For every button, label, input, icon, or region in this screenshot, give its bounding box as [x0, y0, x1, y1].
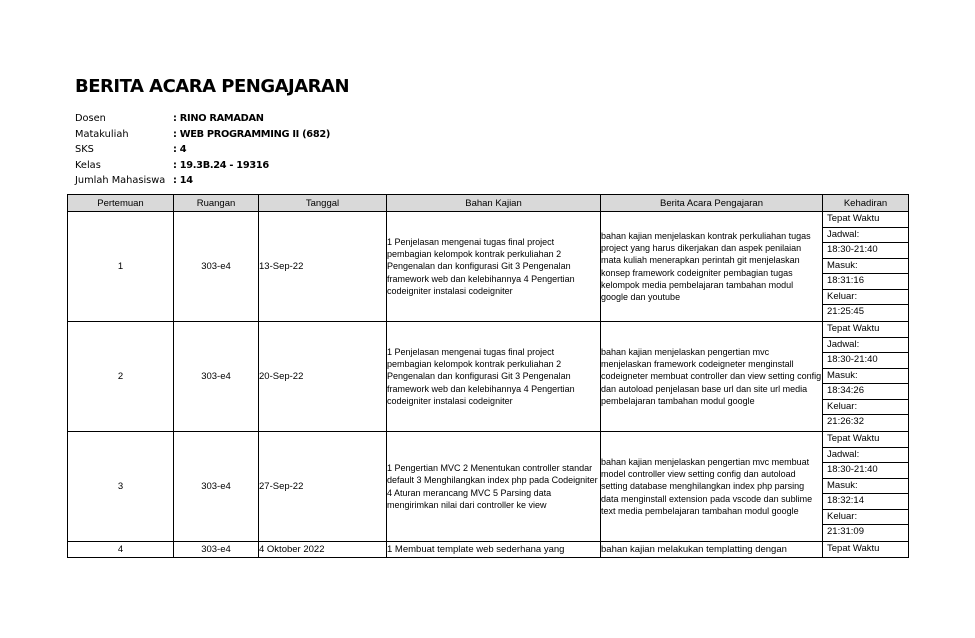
header-pertemuan: Pertemuan [68, 195, 174, 212]
header-berita-acara: Berita Acara Pengajaran [601, 195, 823, 212]
table-row [68, 432, 909, 542]
attendance-value: 18:32:14 [823, 494, 908, 510]
course-info [75, 111, 330, 189]
meta-value: : 4 [173, 144, 187, 155]
attendance-value: 21:31:09 [827, 526, 864, 537]
attendance-value: 18:30-21:40 [823, 353, 908, 369]
cell-tanggal: 13-Sep-22 [259, 212, 387, 322]
attendance-value: 18:30-21:40 [823, 463, 908, 479]
attendance-label: Keluar: [823, 400, 908, 416]
cell-berita-acara: bahan kajian menjelaskan kontrak perkuliahan tugas project yang harus dikerjakan dan aspek penilaian mata kuliah menerapkan perintah git menjelaskan konsep framework codeigniter pembagian tugas kelompok media pembelajaran tambahan modul google dan youtube [601, 212, 823, 322]
meta-jumlah-mahasiswa [75, 173, 330, 189]
meta-label: Matakuliah [75, 128, 129, 140]
attendance-label: Keluar: [823, 290, 908, 306]
cell-pertemuan: 4 [68, 542, 174, 558]
cell-berita-acara: bahan kajian melakukan templatting dengan [601, 542, 823, 558]
table-row [68, 322, 909, 432]
page-title: BERITA ACARA PENGAJARAN [75, 76, 350, 97]
attendance-value: 18:30-21:40 [823, 243, 908, 259]
attendance-label: Masuk: [823, 479, 908, 495]
table-header-row [68, 195, 909, 212]
cell-kehadiran [823, 432, 909, 542]
attendance-value: 21:26:32 [827, 416, 864, 427]
cell-tanggal: 27-Sep-22 [259, 432, 387, 542]
cell-pertemuan: 3 [68, 432, 174, 542]
meta-label: Jumlah Mahasiswa [75, 175, 166, 186]
attendance-label: Jadwal: [823, 338, 908, 354]
attendance-status: Tepat Waktu [823, 322, 908, 338]
cell-ruangan: 303-e4 [174, 432, 259, 542]
attendance-label: Jadwal: [823, 448, 908, 464]
attendance-label: Masuk: [823, 259, 908, 275]
meta-value: : 14 [173, 175, 193, 186]
meta-kelas [75, 158, 330, 174]
meta-value: : RINO RAMADAN [173, 113, 264, 124]
meta-label: SKS [75, 144, 94, 155]
meta-value: : WEB PROGRAMMING II (682) [173, 128, 331, 140]
attendance-value: 18:31:16 [823, 274, 908, 290]
attendance-status: Tepat Waktu [823, 212, 908, 228]
meta-label: Dosen [75, 113, 106, 124]
cell-bahan-kajian: 1 Penjelasan mengenai tugas final project pembagian kelompok kontrak perkuliahan 2 Pengenalan dan konfigurasi Git 3 Pengenalan framework web dan kelebihannya 4 Pengertian codeigniter instalasi codeigniter [387, 322, 601, 432]
cell-ruangan: 303-e4 [174, 322, 259, 432]
header-kehadiran: Kehadiran [823, 195, 909, 212]
cell-ruangan: 303-e4 [174, 212, 259, 322]
header-bahan-kajian: Bahan Kajian [387, 195, 601, 212]
meta-sks [75, 142, 330, 158]
table-row [68, 212, 909, 322]
attendance-value: 21:25:45 [827, 306, 864, 317]
header-tanggal: Tanggal [259, 195, 387, 212]
cell-kehadiran [823, 212, 909, 322]
header-ruangan: Ruangan [174, 195, 259, 212]
attendance-status: Tepat Waktu [823, 432, 908, 448]
cell-kehadiran [823, 542, 909, 558]
attendance-label: Keluar: [823, 510, 908, 526]
teaching-report-table [67, 194, 909, 558]
cell-berita-acara: bahan kajian menjelaskan pengertian mvc membuat model controller view setting config dan autoload setting database menghilangkan index php parsing data menginstall extension pada vscode dan sublime text media pembelajaran tambahan modul google [601, 432, 823, 542]
attendance-label: Masuk: [823, 369, 908, 385]
meta-value: : 19.3B.24 - 19316 [173, 159, 269, 171]
cell-bahan-kajian: 1 Pengertian MVC 2 Menentukan controller standar default 3 Menghilangkan index php pada Codeigniter 4 Aturan merancang MVC 5 Parsing data mengirimkan nilai dari controller ke view [387, 432, 601, 542]
cell-berita-acara: bahan kajian menjelaskan pengertian mvc menjelaskan framework codeigneter menginstall codeigneter membuat controller dan view setting config dan autoload penjelasan base url dan site url media pembelajaran tambahan modul google [601, 322, 823, 432]
meta-dosen [75, 111, 330, 127]
cell-tanggal: 4 Oktober 2022 [259, 542, 387, 558]
cell-ruangan: 303-e4 [174, 542, 259, 558]
cell-bahan-kajian: 1 Penjelasan mengenai tugas final project pembagian kelompok kontrak perkuliahan 2 Pengenalan dan konfigurasi Git 3 Pengenalan framework web dan kelebihannya 4 Pengertian codeigniter instalasi codeigniter [387, 212, 601, 322]
attendance-status: Tepat Waktu [827, 543, 880, 554]
attendance-label: Jadwal: [823, 228, 908, 244]
meta-label: Kelas [75, 159, 101, 171]
cell-kehadiran [823, 322, 909, 432]
cell-bahan-kajian: 1 Membuat template web sederhana yang [387, 542, 601, 558]
table-row [68, 542, 909, 558]
cell-pertemuan: 2 [68, 322, 174, 432]
attendance-value: 18:34:26 [823, 384, 908, 400]
meta-matakuliah [75, 127, 330, 143]
cell-tanggal: 20-Sep-22 [259, 322, 387, 432]
cell-pertemuan: 1 [68, 212, 174, 322]
